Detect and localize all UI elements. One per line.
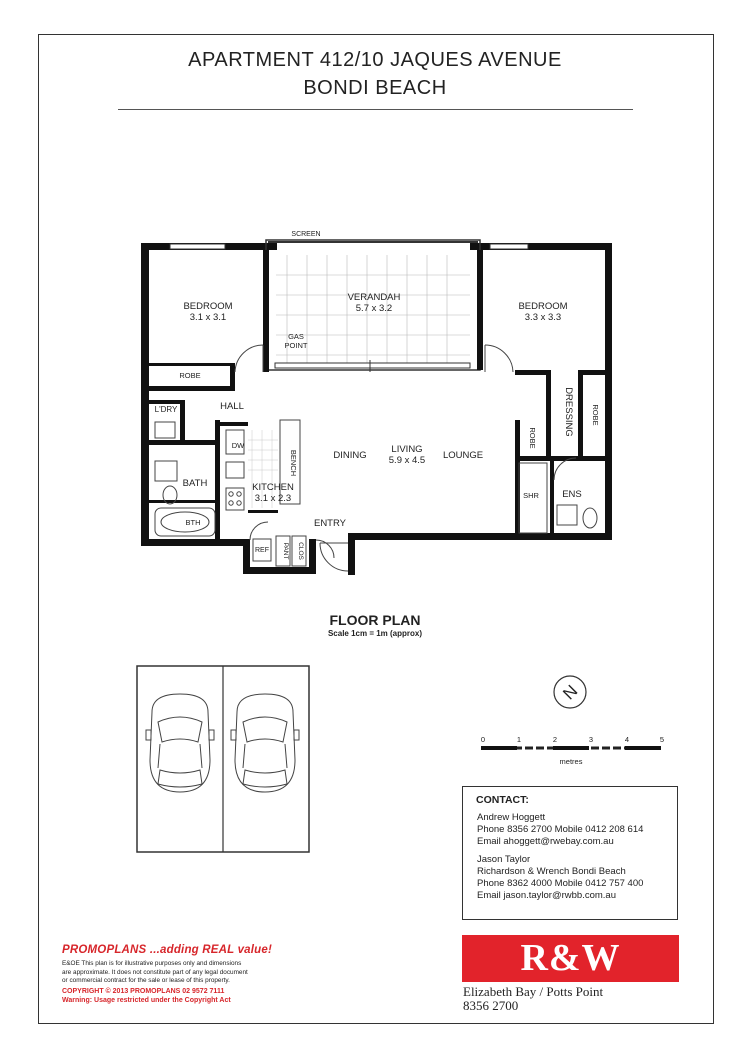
agent-2-email[interactable]: Email jason.taylor@rwbb.com.au bbox=[477, 890, 617, 901]
label-verandah-size: 5.7 x 3.2 bbox=[355, 303, 393, 314]
basement-car-spaces bbox=[137, 666, 309, 852]
label-kitchen-size: 3.1 x 2.3 bbox=[254, 493, 292, 504]
copyright-warning: Warning: Usage restricted under the Copyright Act bbox=[62, 996, 231, 1004]
disclaimer bbox=[62, 960, 292, 986]
label-living-size: 5.9 x 4.5 bbox=[388, 455, 426, 466]
label-bedroom-2-size: 3.3 x 3.3 bbox=[524, 312, 562, 323]
disclaimer-line: are approximate. It does not constitute part of any legal document bbox=[62, 968, 248, 976]
label-verandah: VERANDAH bbox=[347, 292, 401, 303]
label-hall: HALL bbox=[220, 401, 244, 412]
scale-tick: 5 bbox=[659, 735, 665, 744]
label-bench: BENCH bbox=[289, 449, 298, 477]
label-laundry: L'DRY bbox=[154, 405, 178, 414]
agent-2-name: Jason Taylor bbox=[477, 854, 531, 865]
label-robe-3: ROBE bbox=[591, 404, 600, 426]
north-compass-icon bbox=[554, 676, 586, 708]
label-dw: DW bbox=[231, 441, 245, 450]
agent-2-company: Richardson & Wrench Bondi Beach bbox=[477, 866, 626, 877]
label-pant: PANT bbox=[282, 542, 289, 560]
agent-2 bbox=[476, 854, 677, 902]
label-living: LIVING bbox=[391, 444, 423, 455]
label-robe-1: ROBE bbox=[179, 371, 201, 380]
scale-tick: 3 bbox=[588, 735, 594, 744]
label-dressing: DRESSING bbox=[563, 387, 574, 437]
scale-tick: 4 bbox=[624, 735, 630, 744]
label-screen: SCREEN bbox=[291, 231, 321, 238]
scale-tick: 0 bbox=[480, 735, 486, 744]
label-bath: BATH bbox=[182, 478, 208, 489]
car-icon bbox=[231, 694, 299, 792]
label-ref: REF bbox=[255, 547, 269, 554]
property-suburb: BONDI BEACH bbox=[303, 77, 447, 99]
scale-unit: metres bbox=[559, 757, 583, 766]
copyright: COPYRIGHT © 2013 PROMOPLANS 02 9572 7111 bbox=[62, 987, 225, 995]
agent-2-phone: Phone 8362 4000 Mobile 0412 757 400 bbox=[477, 878, 644, 889]
label-clos: CLOS bbox=[297, 542, 304, 560]
agent-1-email[interactable]: Email ahoggett@rwebay.com.au bbox=[477, 836, 614, 847]
agency-logo: R&W bbox=[462, 935, 679, 982]
agency-phone: 8356 2700 bbox=[463, 998, 519, 1013]
label-bedroom-1: BEDROOM bbox=[183, 301, 233, 312]
label-dining: DINING bbox=[333, 450, 367, 461]
scale-tick: 2 bbox=[552, 735, 558, 744]
agent-1-phone: Phone 8356 2700 Mobile 0412 208 614 bbox=[477, 824, 644, 835]
contact-header: CONTACT: bbox=[476, 794, 529, 806]
agent-1-name: Andrew Hoggett bbox=[477, 812, 546, 823]
basement-spaces bbox=[0, 865, 223, 876]
property-title: APARTMENT 412/10 JAQUES AVENUE bbox=[188, 49, 562, 71]
car-icon bbox=[146, 694, 214, 792]
compass-letter: N bbox=[559, 681, 582, 704]
scale-bar bbox=[481, 735, 664, 766]
promo-tagline: PROMOPLANS ...adding REAL value! bbox=[62, 944, 273, 956]
floor-plan-scale: Scale 1cm = 1m (approx) bbox=[327, 629, 423, 638]
label-gas-point: POINT bbox=[284, 341, 308, 350]
label-bth: BTH bbox=[185, 518, 201, 527]
contact-box bbox=[462, 786, 678, 920]
label-lounge: LOUNGE bbox=[442, 450, 484, 461]
label-gas: GAS bbox=[288, 332, 304, 341]
agency-office: Elizabeth Bay / Potts Point bbox=[463, 984, 604, 999]
label-shr: SHR bbox=[523, 491, 539, 500]
disclaimer-line: or commercial contract for the sale or lease of this property. bbox=[62, 977, 230, 985]
label-bedroom-2: BEDROOM bbox=[518, 301, 568, 312]
basement-title bbox=[0, 891, 223, 908]
agent-1 bbox=[476, 812, 677, 848]
label-entry: ENTRY bbox=[313, 518, 347, 529]
basement-area bbox=[0, 877, 223, 888]
agency-office-block bbox=[463, 985, 603, 1013]
label-kitchen: KITCHEN bbox=[252, 482, 294, 493]
promo-block bbox=[62, 944, 292, 1005]
scale-tick: 1 bbox=[516, 735, 522, 744]
label-bedroom-1-size: 3.1 x 3.1 bbox=[189, 312, 227, 323]
label-ens: ENS bbox=[562, 489, 582, 500]
label-robe-2: ROBE bbox=[528, 427, 537, 449]
disclaimer-line: E&OE This plan is for illustrative purposes only and dimensions bbox=[62, 960, 242, 967]
floor-plan-title: FLOOR PLAN bbox=[329, 612, 421, 628]
basement-note bbox=[0, 908, 223, 917]
